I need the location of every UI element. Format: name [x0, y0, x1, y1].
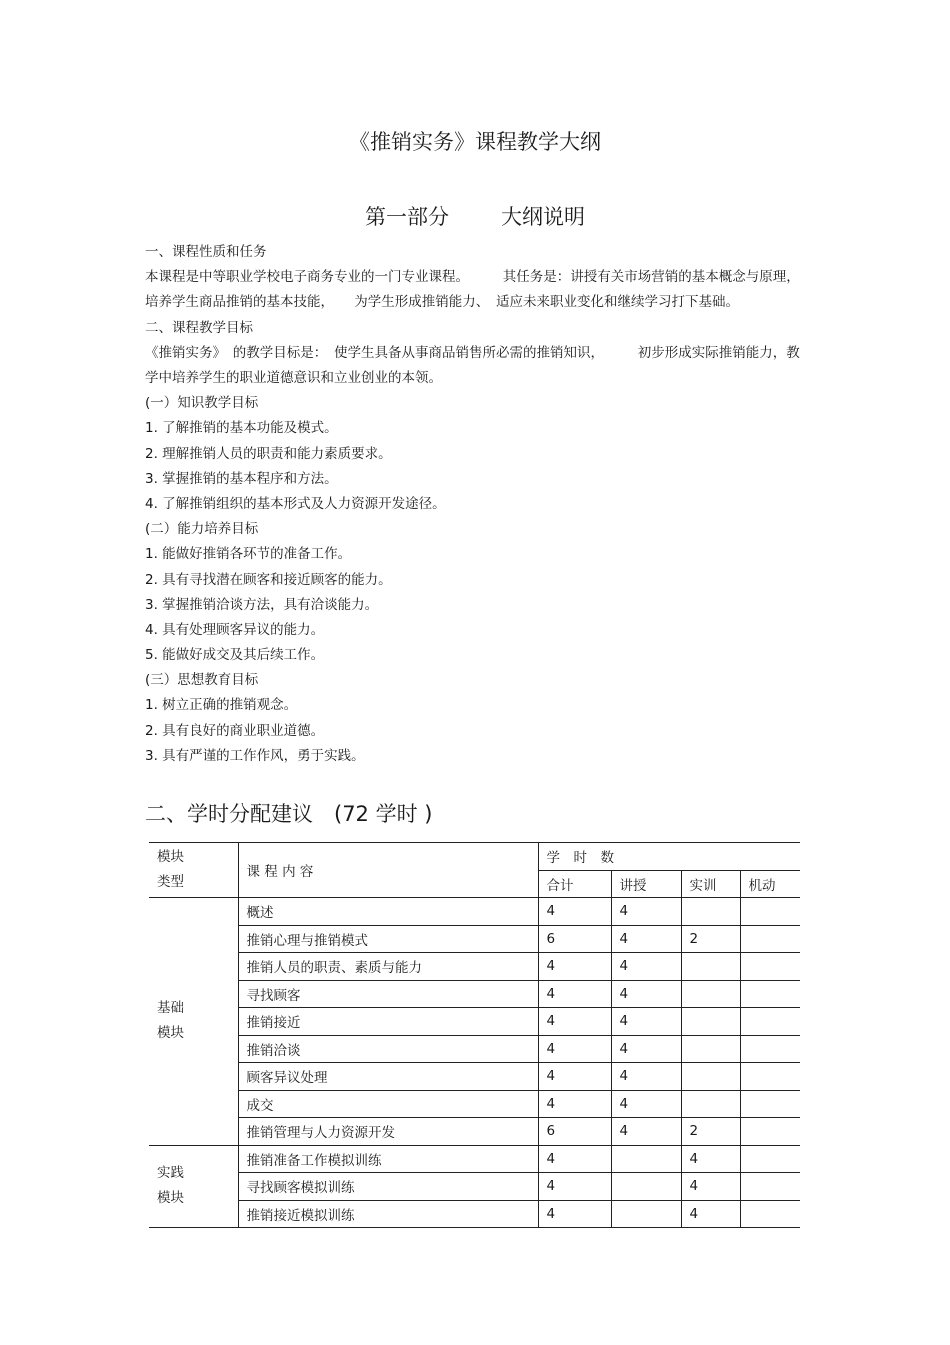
section-heading: 二、课程教学目标 [145, 319, 253, 336]
list-item: 4. 了解推销组织的基本形式及人力资源开发途径。 [145, 495, 446, 512]
total-cell: 4 [538, 1200, 611, 1228]
table-row [149, 1145, 800, 1173]
flex-cell [740, 1008, 800, 1036]
document-title: 《推销实务》课程教学大纲 [349, 130, 601, 154]
practice-cell [681, 1063, 740, 1091]
lecture-cell: 4 [611, 953, 681, 981]
table-row [149, 1090, 800, 1118]
lecture-cell [611, 1200, 681, 1228]
list-item: 4. 具有处理顾客异议的能力。 [145, 621, 325, 638]
header-module-line: 类型 [157, 874, 184, 890]
flex-cell [740, 1173, 800, 1201]
flex-cell [740, 1035, 800, 1063]
total-cell: 6 [538, 1118, 611, 1146]
outline-body [145, 240, 805, 769]
list-item: 3. 具有严谨的工作作风，勇于实践。 [145, 747, 365, 764]
content-cell: 寻找顾客模拟训练 [238, 1173, 538, 1201]
total-cell: 4 [538, 1008, 611, 1036]
list-item: 1. 树立正确的推销观念。 [145, 697, 298, 714]
module-line: 模块 [157, 1025, 184, 1042]
table-row [149, 925, 800, 953]
list-item: 3. 掌握推销洽谈方法，具有洽谈能力。 [145, 596, 379, 613]
practice-cell [681, 980, 740, 1008]
flex-cell [740, 1145, 800, 1173]
header-module-line: 模块 [157, 849, 184, 865]
content-cell: 推销接近 [238, 1008, 538, 1036]
flex-cell [740, 1118, 800, 1146]
flex-cell [740, 953, 800, 981]
header-flex: 机动 [740, 870, 800, 898]
flex-cell [740, 1200, 800, 1228]
table-row [149, 1035, 800, 1063]
table-row [149, 1200, 800, 1228]
total-cell: 4 [538, 1063, 611, 1091]
content-cell: 概述 [238, 898, 538, 926]
practice-cell: 4 [681, 1173, 740, 1201]
content-cell: 推销接近模拟训练 [238, 1200, 538, 1228]
lecture-cell: 4 [611, 898, 681, 926]
module-line: 基础 [157, 1000, 184, 1017]
header-hours: 学 时 数 [538, 843, 800, 871]
list-item: 2. 理解推销人员的职责和能力素质要求。 [145, 445, 392, 462]
table-row [149, 953, 800, 981]
part-label: 第一部分 [365, 205, 449, 229]
total-cell: 4 [538, 1173, 611, 1201]
lecture-cell [611, 1173, 681, 1201]
module-cell [149, 898, 238, 1146]
list-item: 1. 能做好推销各环节的准备工作。 [145, 546, 352, 563]
subsection-heading: (二）能力培养目标 [145, 521, 259, 538]
table-row [149, 1173, 800, 1201]
module-line: 模块 [157, 1190, 184, 1207]
header-practice: 实训 [681, 870, 740, 898]
lecture-cell: 4 [611, 1008, 681, 1036]
total-cell: 4 [538, 980, 611, 1008]
content-cell: 推销人员的职责、素质与能力 [238, 953, 538, 981]
section-heading: 一、课程性质和任务 [145, 244, 267, 260]
lecture-cell: 4 [611, 1035, 681, 1063]
subsection-heading: (一）知识教学目标 [145, 395, 259, 412]
content-cell: 推销准备工作模拟训练 [238, 1145, 538, 1173]
content-cell: 推销心理与推销模式 [238, 925, 538, 953]
practice-cell [681, 898, 740, 926]
list-item: 1. 了解推销的基本功能及模式。 [145, 420, 338, 437]
table-row [149, 980, 800, 1008]
practice-cell: 2 [681, 925, 740, 953]
part-name: 大纲说明 [501, 205, 585, 229]
content-cell: 寻找顾客 [238, 980, 538, 1008]
total-cell: 6 [538, 925, 611, 953]
lecture-cell: 4 [611, 1090, 681, 1118]
total-cell: 4 [538, 898, 611, 926]
practice-cell [681, 1090, 740, 1118]
header-lecture: 讲授 [611, 870, 681, 898]
lecture-cell: 4 [611, 925, 681, 953]
teaching-goal-paragraph: 《推销实务》 的教学目标是： 使学生具备从事商品销售所必需的推销知识， 初步形成实际推销能力，教学中培养学生的职业道德意识和立业创业的本领。 [145, 344, 800, 386]
list-item: 2. 具有良好的商业职业道德。 [145, 722, 325, 739]
part-title [0, 201, 950, 231]
content-cell: 顾客异议处理 [238, 1063, 538, 1091]
flex-cell [740, 925, 800, 953]
list-item: 5. 能做好成交及其后续工作。 [145, 647, 325, 664]
hours-heading: 二、学时分配建议 (72 学时 ) [145, 802, 433, 826]
content-cell: 成交 [238, 1090, 538, 1118]
list-item: 2. 具有寻找潜在顾客和接近顾客的能力。 [145, 571, 392, 588]
subsection-heading: (三）思想教育目标 [145, 672, 259, 689]
lecture-cell: 4 [611, 980, 681, 1008]
practice-cell [681, 1035, 740, 1063]
table-row [149, 1008, 800, 1036]
lecture-cell [611, 1145, 681, 1173]
table-row [149, 898, 800, 926]
header-module-type [149, 843, 238, 898]
practice-cell: 4 [681, 1145, 740, 1173]
header-total: 合计 [538, 870, 611, 898]
lecture-cell: 4 [611, 1063, 681, 1091]
practice-cell: 4 [681, 1200, 740, 1228]
content-cell: 推销管理与人力资源开发 [238, 1118, 538, 1146]
module-line: 实践 [157, 1165, 184, 1182]
course-nature-paragraph: 本课程是中等职业学校电子商务专业的一门专业课程。 其任务是：讲授有关市场营销的基本概念与原理， 培养学生商品推销的基本技能， 为学生形成推销能力、 适应未来职业变化和继续学习打下基础。 [145, 269, 807, 311]
header-content: 课 程 内 容 [238, 843, 538, 898]
content-cell: 推销洽谈 [238, 1035, 538, 1063]
total-cell: 4 [538, 1090, 611, 1118]
practice-cell [681, 1008, 740, 1036]
table-row [149, 1118, 800, 1146]
lecture-cell: 4 [611, 1118, 681, 1146]
practice-cell [681, 953, 740, 981]
table-row [149, 1063, 800, 1091]
module-cell [149, 1145, 238, 1228]
practice-cell: 2 [681, 1118, 740, 1146]
total-cell: 4 [538, 1145, 611, 1173]
flex-cell [740, 980, 800, 1008]
flex-cell [740, 898, 800, 926]
total-cell: 4 [538, 953, 611, 981]
hours-table [149, 842, 800, 1228]
flex-cell [740, 1090, 800, 1118]
flex-cell [740, 1063, 800, 1091]
list-item: 3. 掌握推销的基本程序和方法。 [145, 470, 338, 487]
total-cell: 4 [538, 1035, 611, 1063]
